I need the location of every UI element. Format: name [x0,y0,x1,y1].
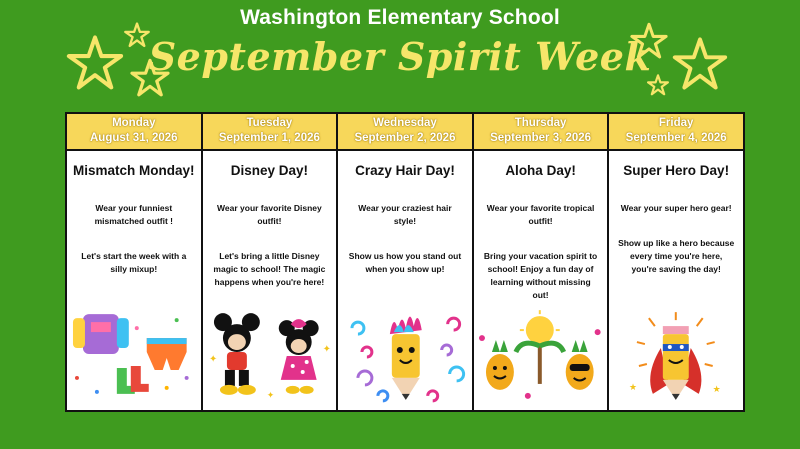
day-date: September 3, 2026 [490,132,592,144]
star-icon [647,74,669,96]
theme-message: Let's start the week with a silly mixup! [81,251,187,274]
theme-instructions: Wear your funniest mismatched outfit ! [94,203,173,226]
mismatched-clothes-illustration [67,308,201,406]
day-column-friday [609,114,743,410]
day-name: Thursday [514,117,567,129]
theme-title: Super Hero Day! [623,163,730,178]
school-name: Washington Elementary School [240,6,560,29]
theme-title: Disney Day! [230,163,309,178]
day-name: Tuesday [246,117,293,129]
superhero-pencil-illustration [609,308,743,406]
theme-message: Show up like a hero because every time you're here, you're saving the day! [618,238,735,274]
theme-title: Aloha Day! [505,163,576,178]
svg-text:★: ★ [713,384,722,395]
day-date: August 31, 2026 [90,132,178,144]
day-column-thursday [474,114,610,410]
star-icon [124,22,150,48]
day-date: September 1, 2026 [218,132,320,144]
day-column-tuesday [203,114,339,410]
theme-title: Crazy Hair Day! [355,163,455,178]
day-header [474,114,608,151]
theme-message: Let's bring a little Disney magic to school! The magic happens when you're here! [213,251,326,287]
star-icon [630,22,668,60]
star-icon [66,34,124,92]
theme-message: Show us how you stand out when you show up! [348,251,462,274]
page-title: September Spirit Week [148,34,652,79]
theme-title: Mismatch Monday! [73,163,195,178]
theme-instructions: Wear your favorite Disney outfit! [217,203,322,226]
theme-instructions: Wear your favorite tropical outfit! [486,203,595,226]
day-name: Monday [112,117,156,129]
day-header [203,114,337,151]
theme-instructions: Wear your craziest hair style! [358,203,452,226]
star-icon [130,58,170,98]
svg-text:✦: ✦ [208,353,217,365]
day-name: Wednesday [373,117,437,129]
day-date: September 4, 2026 [625,132,727,144]
day-header [338,114,472,151]
day-date: September 2, 2026 [354,132,456,144]
theme-message: Bring your vacation spirit to school! Enjoy a fun day of learning without missing out! [483,251,598,300]
spirit-week-calendar [65,112,745,412]
svg-text:✦: ✦ [266,390,274,401]
theme-instructions: Wear your super hero gear! [620,203,732,213]
day-name: Friday [658,117,694,129]
tropical-pineapples-illustration [474,308,608,406]
day-column-monday [67,114,203,410]
day-column-wednesday [338,114,474,410]
day-header [609,114,743,151]
day-header [67,114,201,151]
crazy-hair-pencil-illustration [338,308,472,406]
svg-text:✦: ✦ [322,344,331,356]
mouse-characters-illustration [203,308,337,406]
star-icon [672,36,728,92]
svg-text:★: ★ [629,382,638,393]
